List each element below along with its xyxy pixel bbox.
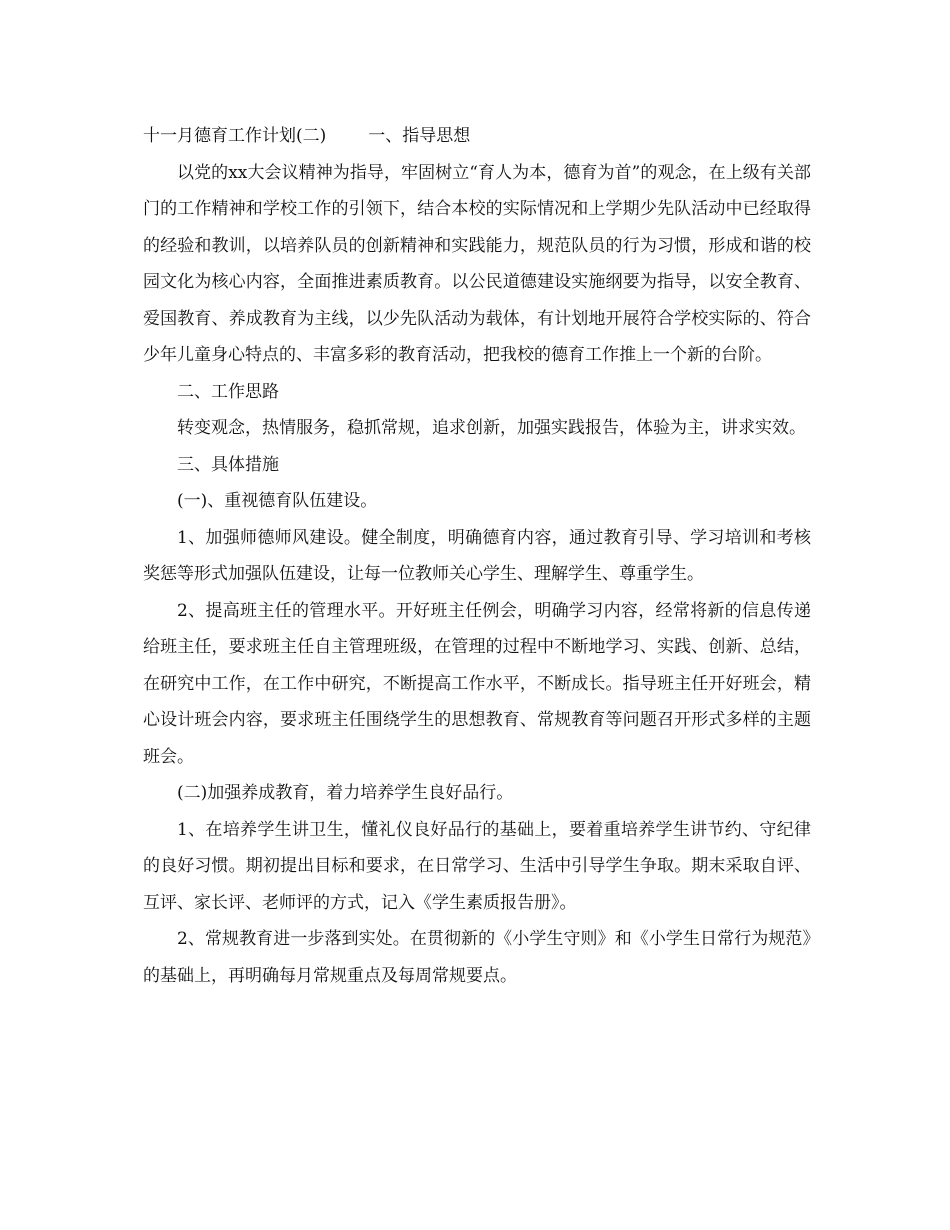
subheading-habit-education: (二)加强养成教育，着力培养学生良好品行。 bbox=[177, 783, 514, 803]
subheading-team-building: (一)、重视德育队伍建设。 bbox=[177, 491, 378, 511]
section-heading-work-approach: 二、工作思路 bbox=[177, 381, 279, 402]
document-body bbox=[143, 118, 811, 994]
paragraph-teacher-ethics: 1、加强师德师风建设。健全制度，明确德育内容，通过教育引导、学习培训和考核奖惩等形式加强队伍建设，让每一位教师关心学生、理解学生、尊重学生。 bbox=[143, 527, 811, 584]
paragraph-class-teacher-management: 2、提高班主任的管理水平。开好班主任例会，明确学习内容，经常将新的信息传递给班主任，要求班主任自主管理班级，在管理的过程中不断地学习、实践、创新、总结，在研究中工作，在工作中研究，不断提高工作水平，不断成长。指导班主任开好班会，精心设计班会内容，要求班主任围绕学生的思想教育、常规教育等问题召开形式多样的主题班会。 bbox=[143, 600, 811, 767]
paragraph-work-approach: 转变观念，热情服务，稳抓常规，追求创新，加强实践报告，体验为主，讲求实效。 bbox=[177, 418, 806, 438]
paragraph-guiding-thought: 以党的xx大会议精神为指导，牢固树立“育人为本，德育为首”的观念，在上级有关部门的工作精神和学校工作的引领下，结合本校的实际情况和上学期少先队活动中已经取得的经验和教训，以培养队员的创新精神和实践能力，规范队员的行为习惯，形成和谐的校园文化为核心内容，全面推进素质教育。以公民道德建设实施纲要为指导，以安全教育、爱国教育、养成教育为主线，以少先队活动为载体，有计划地开展符合学校实际的、符合少年儿童身心特点的、丰富多彩的教育活动，把我校的德育工作推上一个新的台阶。 bbox=[143, 162, 811, 365]
document-title: 十一月德育工作计划(二) bbox=[143, 126, 327, 146]
title-line bbox=[143, 118, 811, 155]
section-heading-guiding-thought: 一、指导思想 bbox=[368, 126, 471, 146]
paragraph-routine-education: 2、常规教育进一步落到实处。在贯彻新的《小学生守则》和《小学生日常行为规范》的基础上，再明确每月常规重点及每周常规要点。 bbox=[143, 929, 811, 986]
paragraph-good-habits: 1、在培养学生讲卫生，懂礼仪良好品行的基础上，要着重培养学生讲节约、守纪律的良好习惯。期初提出目标和要求，在日常学习、生活中引导学生争取。期末采取自评、互评、家长评、老师评的方式，记入《学生素质报告册》。 bbox=[143, 819, 811, 913]
section-heading-measures: 三、具体措施 bbox=[177, 454, 279, 475]
